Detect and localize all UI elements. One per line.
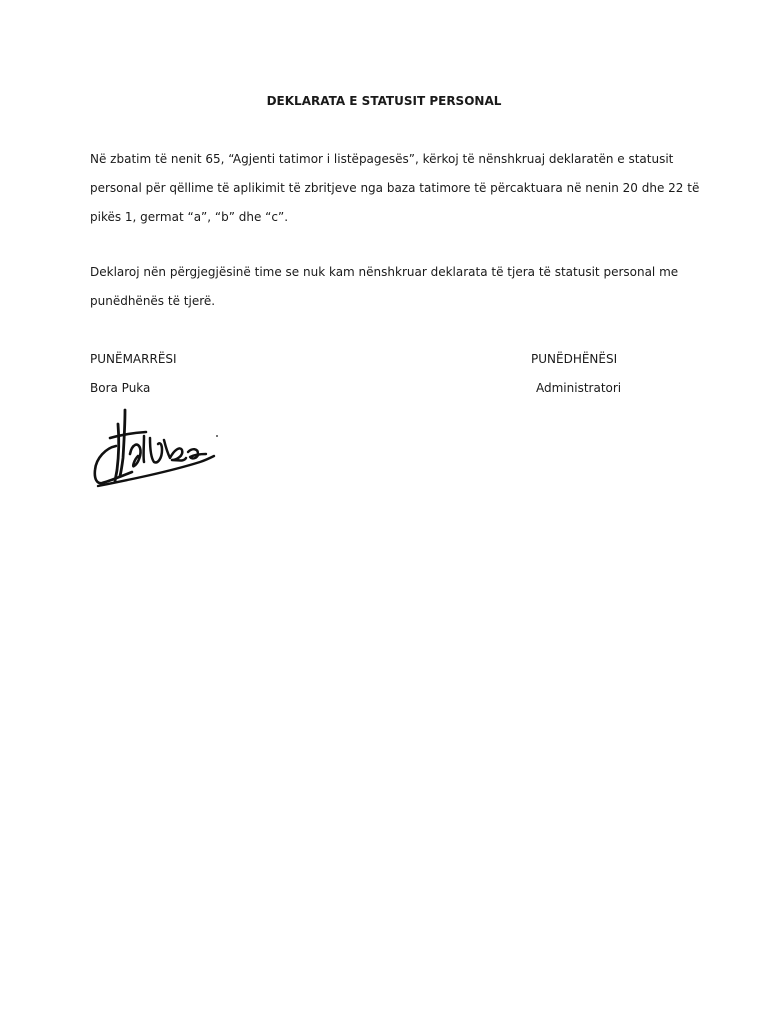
handwritten-signature-icon xyxy=(88,402,228,494)
declaration-paragraph-2 xyxy=(90,258,690,316)
paragraph-1-line-2: personal për qëllime të aplikimit të zbritjeve nga baza tatimore të përcaktuara në nenin 20 dhe 22 të xyxy=(90,181,700,195)
employee-role-label: PUNËMARRËSI xyxy=(90,352,177,366)
paragraph-2-line-1: Deklaroj nën përgjegjësinë time se nuk kam nënshkruar deklarata të tjera të statusit personal me xyxy=(90,265,679,279)
paragraph-1-line-1: Në zbatim të nenit 65, “Agjenti tatimor i listëpagesës”, kërkoj të nënshkruaj deklaratën e statusit xyxy=(90,152,674,166)
employer-role-label: PUNËDHËNËSI xyxy=(531,352,618,366)
document-title: DEKLARATA E STATUSIT PERSONAL xyxy=(266,94,502,108)
employee-name: Bora Puka xyxy=(90,381,151,395)
employer-name: Administratori xyxy=(536,381,622,395)
paragraph-1-line-3: pikës 1, germat “a”, “b” dhe “c”. xyxy=(90,210,289,224)
paragraph-2-line-2: punëdhënës të tjerë. xyxy=(90,294,216,308)
declaration-paragraph-1 xyxy=(90,145,700,232)
